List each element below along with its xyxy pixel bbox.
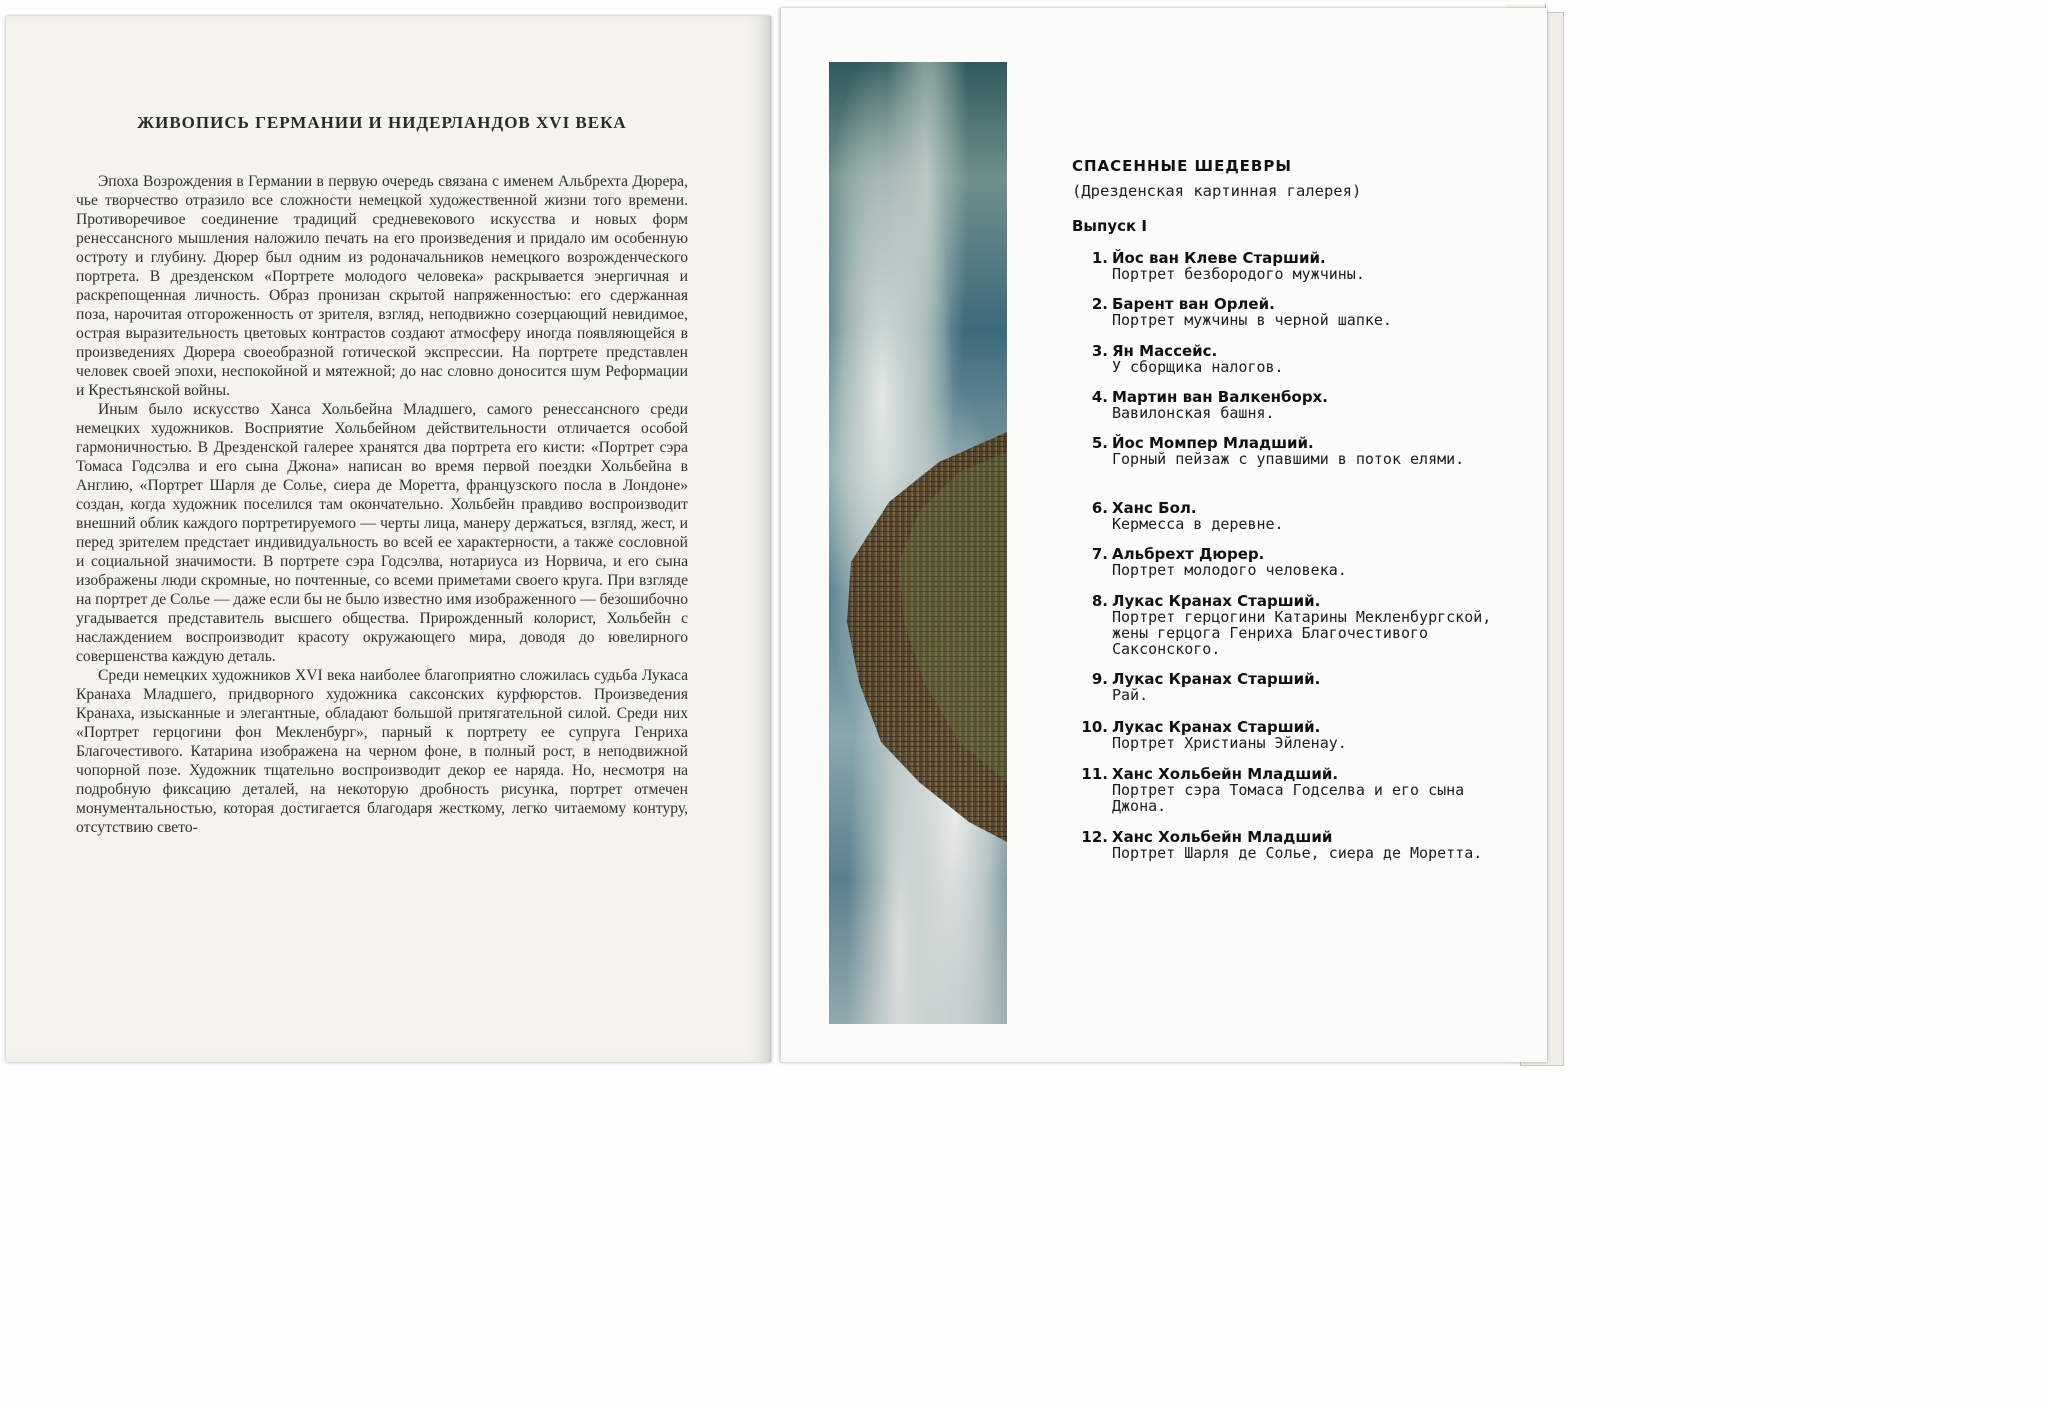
item-work-title: У сборщика налогов.: [1112, 358, 1284, 376]
paragraph-cranach: Среди немецких художников XVI века наиболее благоприятно сложилась судьба Лукаса Кранаха Младшего, придворного художника саксонских курфюрстов. Произведения Кранаха, изысканные и элегантные, обладают большой притягательной силой. Среди них «Портрет герцогини фон Мекленбург», парный к портрету ее супруга Генриха Благочестивого. Катарина изображена на черном фоне, в полный рост, в неподвижной чопорной позе. Художник тщательно воспроизводит декор ее наряда. Но, несмотря на подробную фиксацию деталей, на некоторую дробность рисунка, портрет отмечен монументальностью, которая достигается благодаря жесткому, легко читаемому контуру, отсутствию свето-: [76, 667, 688, 836]
item-number: 3.: [1091, 342, 1108, 360]
item-number: 7.: [1091, 545, 1108, 563]
item-work-title: Портрет Христианы Эйленау.: [1112, 734, 1347, 752]
paragraph-holbein: Иным было искусство Ханса Хольбейна Младшего, самого ренессансного среди немецких художников. Восприятие Хольбейном действительности отличается особой гармоничностью. В Дрезденской галерее хранятся два портрета его кисти: «Портрет сэра Томаса Годсэлва и его сына Джона» написан во время первой поездки Хольбейна в Англию, «Портрет Шарля де Солье, сиера де Моретта, французского посла в Лондоне» создан, когда художник поселился там окончательно. Хольбейн правдиво воспроизводит внешний облик каждого портретируемого — черты лица, манеру держаться, взгляд, жест, и перед зрителем предстает индивидуальность во всей ее характерности, а также сословной и социальной значимости. В портрете сэра Годсэлва, нотариуса из Норвича, и его сына изображены люди скромные, но почтенные, со всеми приметами своего круга. При взгляде на портрет де Солье — даже если бы не было известно имя изображенного — безошибочно угадывается представитель высшего общества. Прирожденный колорист, Хольбейн с наслаждением воспроизводит красоту окружающего мира, доводя до ювелирного совершенства каждую деталь.: [76, 401, 688, 665]
item-number: 5.: [1091, 434, 1108, 452]
item-number: 9.: [1091, 670, 1108, 688]
tower-illustration: [829, 62, 1007, 1024]
item-artist: Лукас Кранах Старший.: [1112, 718, 1321, 736]
left-page-title: ЖИВОПИСЬ ГЕРМАНИИ И НИДЕРЛАНДОВ XVI ВЕКА: [137, 113, 627, 132]
series-title: СПАСЕННЫЕ ШЕДЕВРЫ: [1072, 157, 1292, 175]
item-number: 4.: [1091, 388, 1108, 406]
item-artist: Альбрехт Дюрер.: [1112, 545, 1265, 563]
item-work-title: Портрет молодого человека.: [1112, 561, 1347, 579]
item-artist: Барент ван Орлей.: [1112, 295, 1275, 313]
item-artist: Мартин ван Валкенборх.: [1112, 388, 1328, 406]
item-artist: Лукас Кранах Старший.: [1112, 592, 1321, 610]
item-artist: Йос Момпер Младший.: [1112, 434, 1314, 452]
item-work-title: Портрет Шарля де Солье, сиера де Моретта.: [1112, 844, 1483, 862]
item-work-title: Портрет безбородого мужчины.: [1112, 265, 1365, 283]
paragraph-durer: Эпоха Возрождения в Германии в первую очередь связана с именем Альбрехта Дюрера, чье творчество отразило все сложности немецкой художественной жизни того времени. Противоречивое соединение традиций средневекового искусства и новых форм ренессансного мышления наложило печать на его произведения и придало им особенную остроту и глубину. Дюрер был одним из родоначальников немецкого возрожденческого портрета. В дрезденском «Портрете молодого человека» раскрывается энергичная и раскрепощенная личность. Образ пронизан скрытой напряженностью: его сдержанная поза, нарочитая отгороженность от зрителя, взгляд, неподвижно созерцающий невидимое, острая выразительность цветовых контрастов создают атмосферу иногда появляющейся в произведениях Дюрера своеобразной готической экспрессии. На портрете представлен человек своей эпохи, неспокойной и мятежной; до нас словно доносится шум Реформации и Крестьянской войны.: [76, 173, 688, 399]
series-subtitle: (Дрезденская картинная галерея): [1072, 182, 1362, 200]
item-work-title: Горный пейзаж с упавшими в поток елями.: [1112, 450, 1465, 468]
item-number: 6.: [1091, 499, 1108, 517]
issue-label: Выпуск I: [1072, 217, 1148, 235]
item-artist: Ханс Хольбейн Младший.: [1112, 765, 1339, 783]
item-number: 12.: [1081, 828, 1108, 846]
item-number: 1.: [1091, 249, 1108, 267]
item-work-title: Кермесса в деревне.: [1112, 515, 1284, 533]
item-work-title: Рай.: [1112, 686, 1149, 704]
item-number: 2.: [1091, 295, 1108, 313]
item-work-title: Вавилонская башня.: [1112, 404, 1275, 422]
item-work-title: Портрет герцогини Катарины Мекленбургской, жены герцога Генриха Благочестивого Саксонского.: [1112, 608, 1492, 658]
item-number: 8.: [1091, 592, 1108, 610]
item-work-title: Портрет мужчины в черной шапке.: [1112, 311, 1392, 329]
item-work-title: Портрет сэра Томаса Годселва и его сына Джона.: [1112, 781, 1465, 815]
item-number: 11.: [1081, 765, 1108, 783]
item-artist: Ханс Бол.: [1112, 499, 1197, 517]
item-artist: Лукас Кранах Старший.: [1112, 670, 1321, 688]
item-artist: Йос ван Клеве Старший.: [1112, 249, 1326, 267]
item-artist: Ханс Хольбейн Младший: [1112, 828, 1333, 846]
item-number: 10.: [1081, 718, 1108, 736]
left-page-body: [76, 172, 688, 837]
painting-strip-tower-of-babel: [829, 62, 1007, 1024]
item-artist: Ян Массейс.: [1112, 342, 1218, 360]
